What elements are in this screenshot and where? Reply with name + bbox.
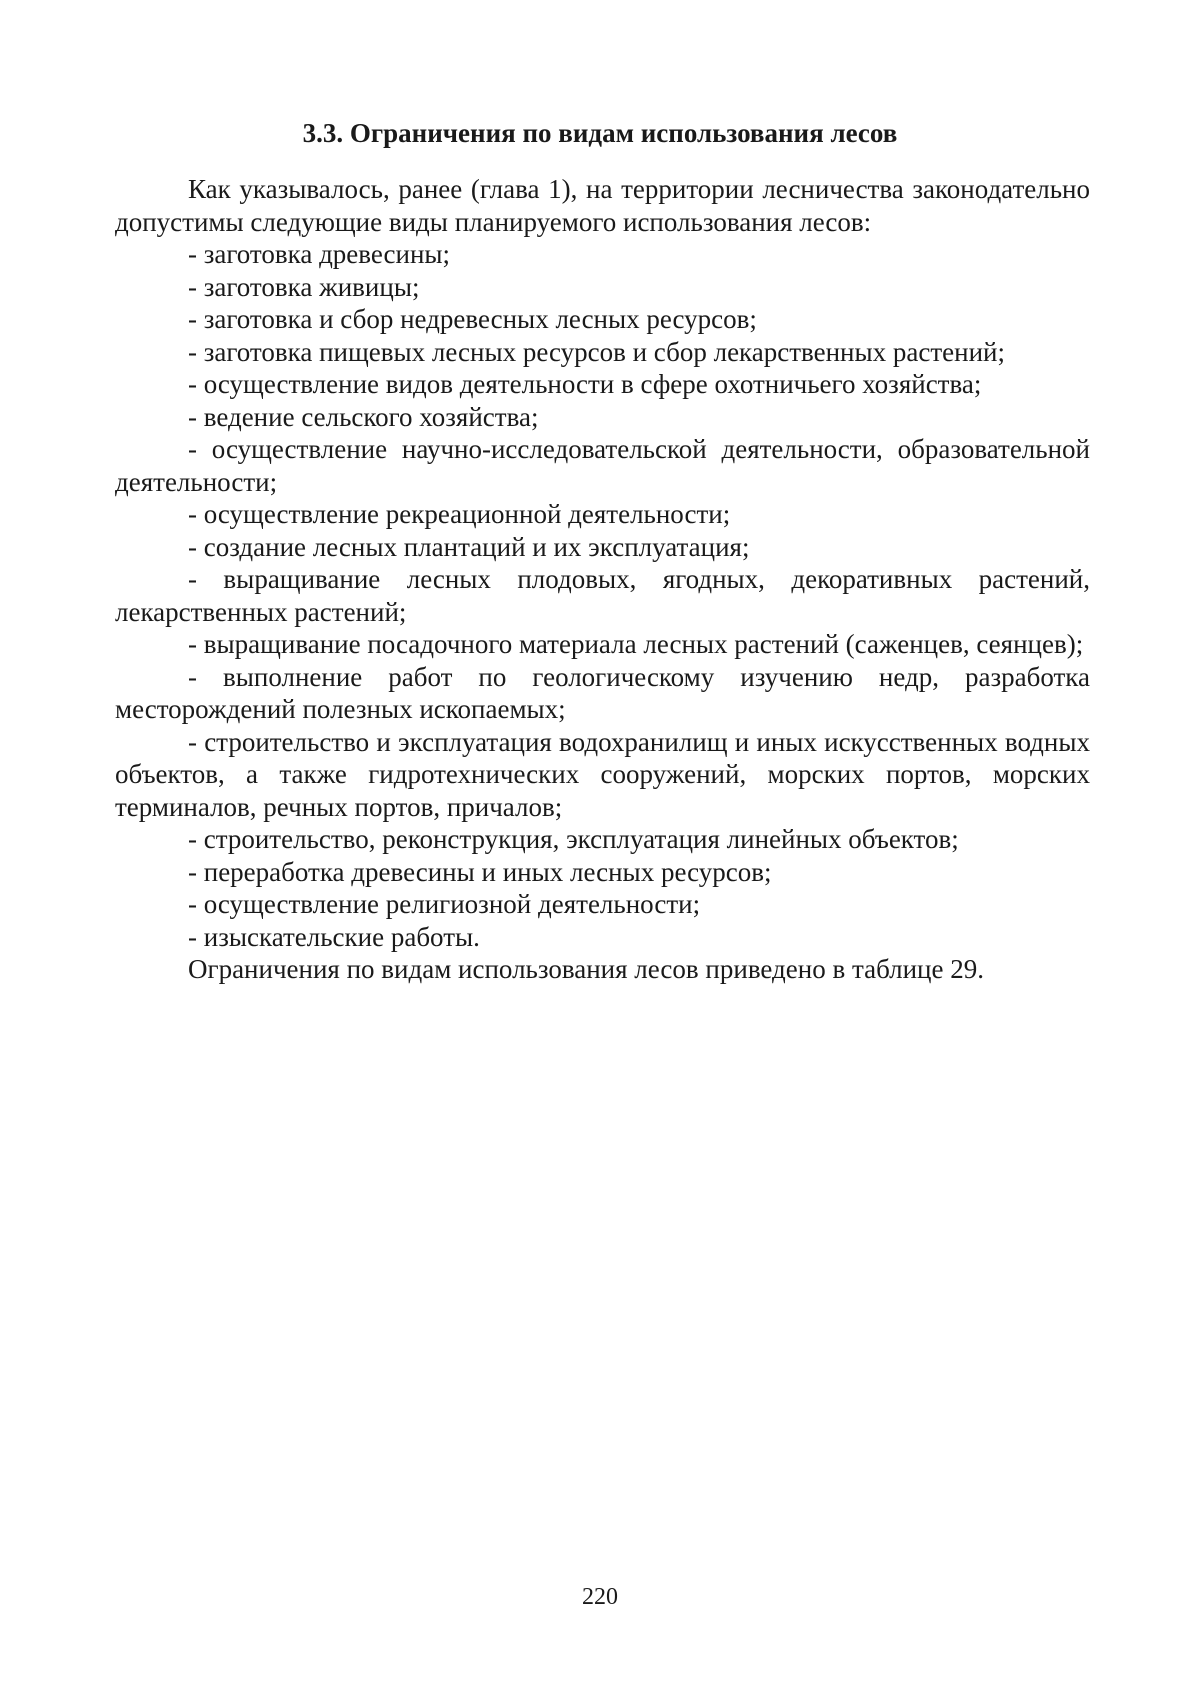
- list-item: - выполнение работ по геологическому изучению недр, разработка месторождений полезных ископаемых;: [115, 661, 1090, 724]
- section-heading: 3.3. Ограничения по видам использования лесов: [302, 118, 898, 148]
- list-item: - осуществление научно-исследовательской деятельности, образовательной деятельности;: [115, 434, 1090, 497]
- list-item: - строительство и эксплуатация водохранилищ и иных искусственных водных объектов, а также гидротехнических сооружений, морских портов, морских терминалов, речных портов, причалов;: [115, 726, 1090, 822]
- list-item: - осуществление рекреационной деятельности;: [188, 499, 731, 529]
- list-item: - переработка древесины и иных лесных ресурсов;: [188, 856, 772, 887]
- page-number: 220: [582, 1584, 618, 1610]
- list-item: - осуществление религиозной деятельности;: [188, 889, 701, 919]
- list-item: - заготовка древесины;: [188, 239, 451, 269]
- list-item: - строительство, реконструкция, эксплуатация линейных объектов;: [188, 824, 959, 854]
- list-item: - заготовка пищевых лесных ресурсов и сбор лекарственных растений;: [188, 336, 1006, 367]
- list-item: - заготовка живицы;: [188, 271, 420, 302]
- list-item: - заготовка и сбор недревесных лесных ресурсов;: [188, 304, 757, 334]
- list-item: - выращивание лесных плодовых, ягодных, декоративных растений, лекарственных растений;: [115, 564, 1090, 627]
- section-body: [115, 173, 1090, 986]
- closing-paragraph: Ограничения по видам использования лесов приведено в таблице 29.: [188, 954, 984, 984]
- list-item: - осуществление видов деятельности в сфере охотничьего хозяйства;: [188, 369, 982, 399]
- list-item: - ведение сельского хозяйства;: [188, 401, 539, 432]
- list-item: - изыскательские работы.: [188, 921, 480, 952]
- intro-paragraph: Как указывалось, ранее (глава 1), на территории лесничества законодательно допустимы следующие виды планируемого использования лесов:: [115, 174, 1090, 237]
- list-item: - создание лесных плантаций и их эксплуатация;: [188, 531, 750, 562]
- list-item: - выращивание посадочного материала лесных растений (саженцев, сеянцев);: [188, 629, 1084, 659]
